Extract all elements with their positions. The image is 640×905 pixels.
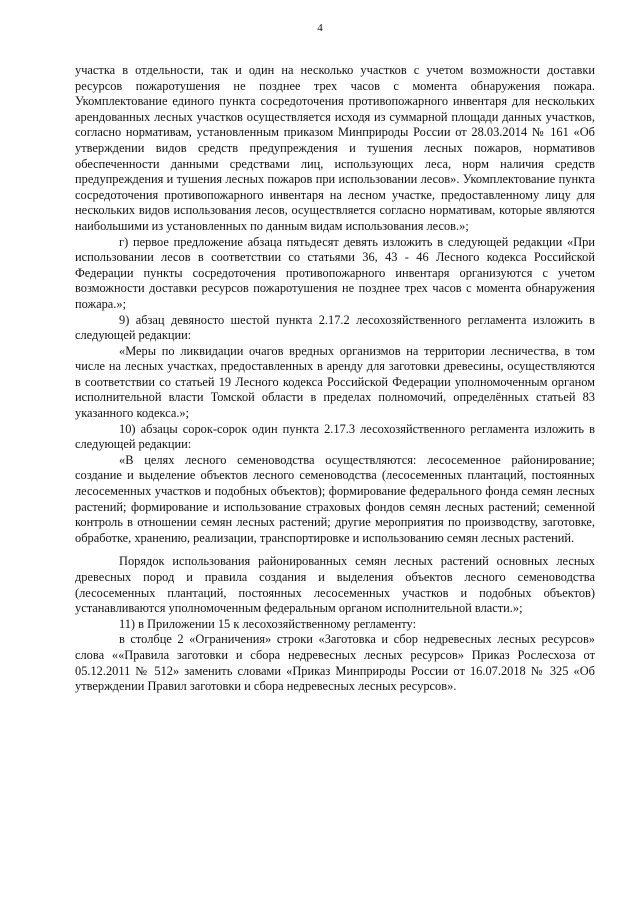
paragraph-3: 9) абзац девяносто шестой пункта 2.17.2 лесохозяйственного регламента изложить в следующей редакции: [75,312,595,343]
paragraph-2: г) первое предложение абзаца пятьдесят девять изложить в следующей редакции «При использовании лесов в соответствии со статьями 36, 43 - 46 Лесного кодекса Российской Федерации пункты сосредоточения противопожарного инвентаря организуются с учетом возможности доставки ресурсов пожаротушения не позднее трех часов с момента обнаружения пожара.»; [75,234,595,311]
document-body [75,63,595,695]
paragraph-9: в столбце 2 «Ограничения» строки «Заготовка и сбор недревесных лесных ресурсов» слова ««Правила заготовки и сбора недревесных лесных ресурсов» Приказ Рослесхоза от 05.12.2011 № 512» заменить словами «Приказ Минприроды России от 16.07.2018 № 325 «Об утверждении Правил заготовки и сбора недревесных лесных ресурсов». [75,632,595,694]
paragraph-5: 10) абзацы сорок-сорок один пункта 2.17.3 лесохозяйственного регламента изложить в следующей редакции: [75,421,595,452]
paragraph-1: участка в отдельности, так и один на несколько участков с учетом возможности доставки ресурсов пожаротушения не позднее трех часов с момента обнаружения пожара. Укомплектование единого пункта сосредоточения противопожарного инвентаря для нескольких арендованных лесных участков осуществляется исходя из суммарной площади данных участков, согласно нормативам, установленным приказом Минприроды России от 28.03.2014 № 161 «Об утверждении видов средств предупреждения и тушения лесных пожаров, нормативов обеспеченности данными средствами лиц, использующих леса, норм наличия средств предупреждения и тушения лесных пожаров при использовании лесов». Укомплектование пункта сосредоточения противопожарного инвентаря на лесном участке, предоставленному лицу для нескольких видов использования лесов, осуществляется согласно нормативам, которые являются наибольшими из установленных по данным видам использования лесов.»; [75,63,595,233]
page-number: 4 [317,22,323,34]
paragraph-8: 11) в Приложении 15 к лесохозяйственному регламенту: [119,616,417,631]
paragraph-4: «Меры по ликвидации очагов вредных организмов на территории лесничества, в том числе на лесных участках, предоставленных в аренду для заготовки древесины, осуществляются в соответствии со статьей 19 Лесного кодекса Российской Федерации уполномоченным органом исполнительной власти Томской области в пределах полномочий, определённых статьей 83 указанного кодекса.»; [75,343,595,421]
paragraph-7: Порядок использования районированных семян лесных растений основных лесных древесных пород и правила создания и выделения объектов лесного семеноводства (лесосеменных плантаций, постоянных лесосеменных участков и подобных объектов) устанавливаются уполномоченным федеральным органом исполнительной власти.»; [75,554,595,616]
paragraph-6: «В целях лесного семеноводства осуществляются: лесосеменное районирование; создание и выделение объектов лесного семеноводства (лесосеменных плантаций, постоянных лесосеменных участков и подобных объектов); формирование федерального фонда семян лесных растений; формирование и использование страховых фондов семян лесных растений; семенной контроль в отношении семян лесных растений; другие мероприятия по производству, заготовке, обработке, хранению, реализации, транспортировке и использованию семян лесных растений. [75,452,595,545]
